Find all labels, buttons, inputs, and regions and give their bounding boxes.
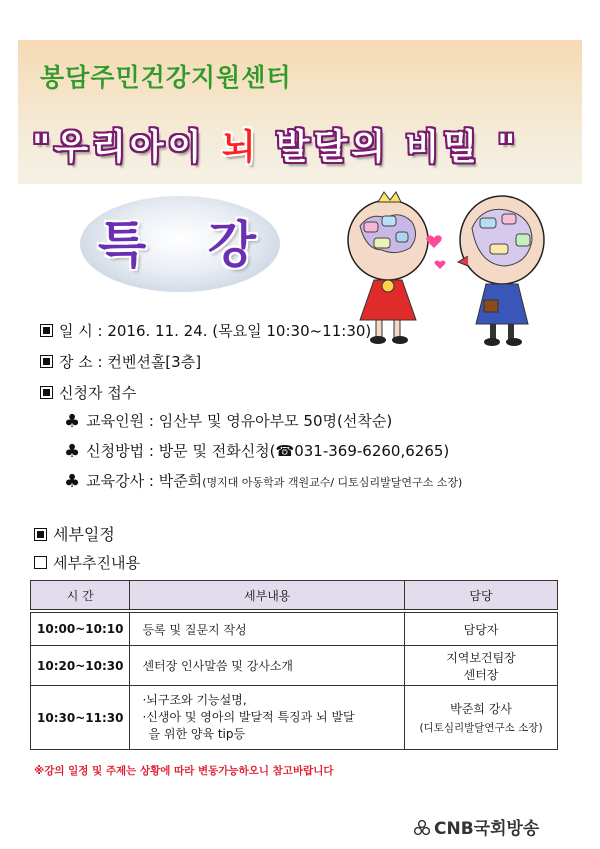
owner-line: 지역보건팀장 [446, 650, 516, 665]
title-part-2: 발달의 비밀 [259, 128, 481, 168]
instructor-value: 박준희 [158, 472, 203, 490]
title-quote-close: " [480, 128, 520, 168]
row-owner [405, 646, 558, 686]
instructor-note: (명지대 아동학과 객원교수/ 디토심리발달연구소 소장) [202, 476, 463, 489]
instructor-row [64, 470, 462, 491]
capacity-row [64, 410, 392, 431]
detail-line: 등록 및 질문지 작성 [142, 622, 247, 637]
title-highlight: 뇌 [221, 128, 260, 168]
row-owner [405, 686, 558, 750]
capacity-value: 임산부 및 영유아부모 50명(선착순) [158, 412, 393, 430]
owner-line: (디토심리발달연구소 소장) [419, 722, 543, 734]
capacity-label: 교육인원 : [86, 412, 159, 430]
table-row [31, 686, 558, 750]
club-icon: ♣ [64, 411, 81, 432]
owner-line: 박준희 강사 [450, 702, 512, 716]
schedule-note: ※강의 일정 및 주제는 상황에 따라 변동가능하오니 참고바랍니다 [34, 765, 334, 777]
place-value: 컨벤션홀[3층] [107, 353, 202, 371]
place-row [40, 351, 201, 372]
footer-brand-text: CNB국회방송 [434, 819, 540, 839]
date-value: 2016. 11. 24. (목요일 10:30~11:30) [107, 322, 372, 340]
square-bullet-icon [40, 386, 53, 399]
club-icon: ♣ [64, 471, 81, 492]
table-row [31, 613, 558, 646]
square-bullet-icon [40, 355, 53, 368]
cnb-logo-icon [414, 820, 430, 836]
owner-line: 센터장 [463, 667, 499, 682]
row-detail [130, 613, 405, 646]
row-owner [405, 613, 558, 646]
method-label: 신청방법 : [86, 442, 159, 460]
detail-line: 센터장 인사말씀 및 강사소개 [142, 659, 294, 673]
method-value: 방문 및 전화신청(☎031-369-6260,6265) [158, 442, 450, 460]
table-header-row [31, 581, 558, 610]
apply-label: 신청자 접수 [59, 384, 137, 402]
row-time: 10:30~11:30 [31, 686, 130, 750]
lecture-title [32, 120, 519, 170]
date-label: 일 시 : [59, 322, 108, 340]
row-detail [130, 646, 405, 686]
square-bullet-icon [34, 528, 47, 541]
row-time: 10:20~10:30 [31, 646, 130, 686]
row-time: 10:00~10:10 [31, 613, 130, 646]
lecture-badge-text: 특 강 [98, 216, 279, 274]
column-header-detail: 세부내용 [130, 581, 405, 610]
column-header-owner: 담당 [405, 581, 558, 610]
title-part-1: 우리아이 [54, 128, 222, 168]
method-row [64, 440, 449, 461]
owner-line: 담당자 [463, 622, 499, 637]
club-icon: ♣ [64, 441, 81, 462]
footer-brand [414, 814, 539, 839]
schedule-subheading [34, 552, 140, 573]
title-quote-open: " [32, 128, 55, 168]
square-bullet-icon [40, 324, 53, 337]
row-detail [130, 686, 405, 750]
instructor-label: 교육강사 : [86, 472, 159, 490]
schedule-heading-text: 세부일정 [53, 525, 115, 544]
date-row [40, 320, 371, 341]
schedule-subheading-text: 세부추진내용 [53, 554, 140, 572]
detail-line: 을 위한 양육 tip등 [148, 727, 246, 741]
place-label: 장 소 : [59, 353, 108, 371]
detail-line: ·신생아 및 영아의 발달적 특징과 뇌 발달 [142, 710, 355, 724]
hearts-decoration [426, 235, 445, 269]
organization-name: 봉담주민건강지원센터 [40, 63, 292, 92]
schedule-table [30, 580, 558, 750]
schedule-heading [34, 522, 115, 545]
table-row [31, 646, 558, 686]
boy-figure [458, 196, 544, 346]
detail-line: ·뇌구조와 기능설명, [142, 693, 247, 707]
column-header-time: 시 간 [31, 581, 130, 610]
apply-row [40, 382, 136, 403]
empty-checkbox-icon [34, 556, 47, 569]
